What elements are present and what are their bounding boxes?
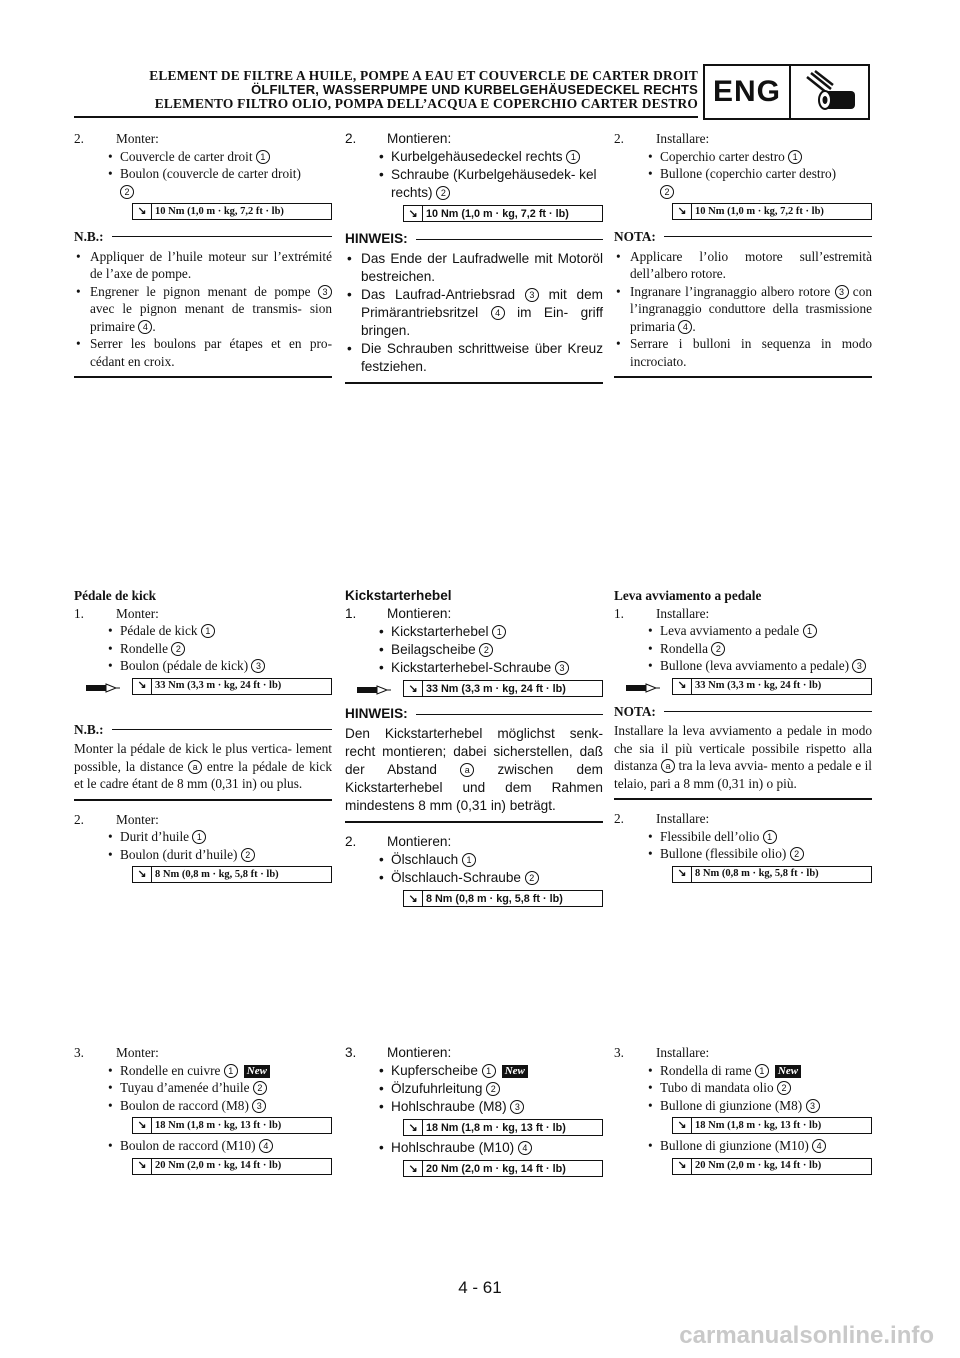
part-item: Couvercle de carter droit <box>120 148 253 164</box>
it-step3-block: 3. Installare: • Rondella di rame 1 New • Tubo di mandata olio 2 • Bullone di giunzione (M8) 3 ↘ 18 Nm (1,8 m · kg, 13 ft · lb) • Bullone di giunzione (M10) 4 ↘ 20 Nm (2,0 m · kg, 14 ft · lb) <box>614 1044 872 1178</box>
header-rule <box>74 116 698 118</box>
callout-mark: 4 <box>812 1139 826 1153</box>
part-item: Leva avviamento a pedale <box>660 623 800 638</box>
part-item: Hohlschraube (M10) <box>391 1140 515 1155</box>
part-item: Bullone di giunzione (M8) <box>660 1097 803 1113</box>
part-item: Flessibile dell’olio <box>660 828 760 844</box>
part-item: Kurbelgehäusedeckel rechts <box>391 149 563 164</box>
torque-spec <box>132 203 332 220</box>
step-verb: Montieren: <box>387 131 452 146</box>
torque-value: 20 Nm (2,0 m · kg, 14 ft · lb) <box>155 1160 282 1172</box>
step-number: 2. <box>614 811 624 826</box>
step-verb: Monter: <box>116 605 159 621</box>
torque-wrench-icon: ↘ <box>404 206 423 221</box>
note-heading: HINWEIS: <box>345 230 603 248</box>
new-part-badge: New <box>502 1065 528 1078</box>
note-body: • Das Ende der Laufradwelle mit Motoröl bestreichen. • Das Laufrad-Antriebsrad 3 mit dem Primärantriebsritzel 4 im Ein- griff bringen. • Die Schrauben schrittweise über Kreuz festziehen. <box>345 250 603 384</box>
torque-wrench-icon: ↘ <box>133 1118 152 1133</box>
torque-wrench-icon: ↘ <box>404 681 423 696</box>
header-title-de: ÖLFILTER, WASSERPUMPE UND KURBELGEHÄUSEDECKEL RECHTS <box>251 82 698 97</box>
torque-spec <box>403 1160 603 1177</box>
step-verb: Montieren: <box>387 1045 452 1060</box>
torque-wrench-icon: ↘ <box>133 204 152 219</box>
part-item: Boulon (pédale de kick) <box>120 658 249 673</box>
part-item: Durit d’huile <box>120 829 190 844</box>
torque-spec <box>672 1158 872 1175</box>
torque-wrench-icon: ↘ <box>673 1118 692 1133</box>
callout-mark: 1 <box>803 624 817 638</box>
section-title: Kickstarterhebel <box>345 588 452 603</box>
callout-mark: 2 <box>660 185 674 199</box>
note-body: Den Kickstarterhebel möglichst senk- recht montieren; dabei sicherstellen, daß der Abstand a zwischen dem Kickstarterhebel und dem Rahmen mindestens 8 mm (0,31 in) beträgt. <box>345 725 603 823</box>
step-number: 2. <box>345 131 357 146</box>
fr-kick-block: Pédale de kick 1. Monter: • Pédale de kick 1 • Rondelle 2 • Boulon (pédale de kick) 3 ↘ 33 Nm (3,3 m · kg, 24 ft · lb) N.B.: Monter la pédale de kick le plus vertica- lement possible, la distance a entre la pédale de kick et le cadre étant de 8 mm (0,31 in) ou plus. 2. Monter: • Durit d’huile 1 • Boulon (durit d’huile) 2 ↘ 8 Nm (0,8 m · kg, 5,8 ft · lb) <box>74 587 332 886</box>
callout-mark: 2 <box>486 1082 500 1096</box>
torque-value: 10 Nm (1,0 m · kg, 7,2 ft · lb) <box>155 205 284 217</box>
torque-wrench-icon: ↘ <box>673 679 692 694</box>
step-verb: Monter: <box>116 811 159 827</box>
step-number: 2. <box>74 811 84 827</box>
torque-wrench-icon: ↘ <box>404 1161 423 1176</box>
callout-mark: 4 <box>259 1139 273 1153</box>
part-item: Kickstarterhebel <box>391 624 489 639</box>
page-number: 4 - 61 <box>458 1278 502 1297</box>
callout-mark: 2 <box>790 847 804 861</box>
part-item: Bullone (leva avviamento a pedale) <box>660 658 850 673</box>
de-step3-block: 3. Montieren: • Kupferscheibe 1 New • Ölzufuhrleitung 2 • Hohlschraube (M8) 3 ↘ 18 Nm (1,8 m · kg, 13 ft · lb) • Hohlschraube (M10) 4 ↘ 20 Nm (2,0 m · kg, 14 ft · lb) <box>345 1044 603 1180</box>
torque-wrench-icon: ↘ <box>673 204 692 219</box>
it-kick-block: Leva avviamento a pedale 1. Installare: • Leva avviamento a pedale 1 • Rondella 2 • Bullone (leva avviamento a pedale) 3 ↘ 33 Nm (3,3 m · kg, 24 ft · lb) NOTA: Installare la leva avviamento a pedale in modo che sia il più verticale possibile rispetto alla distanza a tra la leva avvia- mento a pedale e il telaio, pari a 8 mm (0,31 in) o più. 2. Installare: • Flessibile dell’olio 1 • Bullone (flessibile olio) 2 ↘ 8 Nm (0,8 m · kg, 5,8 ft · lb) <box>614 587 872 886</box>
step-number: 2. <box>614 131 624 146</box>
torque-value: 18 Nm (1,8 m · kg, 13 ft · lb) <box>155 1119 282 1131</box>
callout-mark: 3 <box>852 659 866 673</box>
lock-tite-icon <box>357 683 391 701</box>
it-step2-block: 2. Installare: • Coperchio carter destro 1 • Bullone (coperchio carter destro) 2 ↘ 10 Nm (1,0 m · kg, 7,2 ft · lb) NOTA: • Applicare l’olio motore sull’estremità dell’albero rotore. • Ingranare l’ingranaggio albero rotore 3 con l’ingranaggio conduttore della trasmissione primaria 4 . • Serrare i bulloni in sequenza in modo incrociato. <box>614 130 872 378</box>
step-verb: Montieren: <box>387 606 452 621</box>
torque-spec <box>672 678 872 695</box>
callout-mark: 1 <box>462 853 476 867</box>
note-body: • Applicare l’olio motore sull’estremità dell’albero rotore. • Ingranare l’ingranaggio albero rotore 3 con l’ingranaggio conduttore della trasmissione primaria 4 . • Serrare i bulloni in sequenza in modo incrociato. <box>614 248 872 379</box>
part-item: Rondelle <box>120 640 169 656</box>
callout-mark: 3 <box>510 1100 524 1114</box>
callout-mark: 1 <box>224 1064 238 1078</box>
torque-wrench-icon: ↘ <box>133 1159 152 1174</box>
callout-mark: 2 <box>479 643 493 657</box>
part-item: Pédale de kick <box>120 623 198 638</box>
part-item: Rondella <box>660 640 709 656</box>
step-number: 1. <box>74 605 84 621</box>
step-verb: Installare: <box>656 131 710 146</box>
torque-value: 18 Nm (1,8 m · kg, 13 ft · lb) <box>426 1121 566 1134</box>
lock-tite-icon <box>626 681 660 699</box>
callout-mark: 1 <box>492 625 506 639</box>
step-verb: Installare: <box>656 605 710 621</box>
new-part-badge: New <box>244 1065 270 1078</box>
torque-spec <box>132 866 332 883</box>
torque-spec <box>672 866 872 883</box>
callout-mark: 3 <box>806 1099 820 1113</box>
part-item: Ölschlauch-Schraube <box>391 870 521 885</box>
fr-step2-block: 2. Monter: • Couvercle de carter droit 1 • Boulon (couvercle de carter droit) 2 ↘ 10 Nm (1,0 m · kg, 7,2 ft · lb) N.B.: • Appliquer de l’huile moteur sur l’extrémité de l’axe de pompe. • Engrener le pignon menant de pompe 3 avec le pignon menant de transmis- sion primaire 4 . • Serrer les boulons par étapes et en pro- cédant en croix. <box>74 130 332 378</box>
step-verb: Monter: <box>116 1045 159 1060</box>
torque-value: 33 Nm (3,3 m · kg, 24 ft · lb) <box>426 682 566 695</box>
callout-mark: 3 <box>252 1099 266 1113</box>
part-item: Rondella di rame <box>660 1062 752 1078</box>
torque-value: 20 Nm (2,0 m · kg, 14 ft · lb) <box>695 1160 822 1172</box>
callout-mark: 1 <box>482 1064 496 1078</box>
part-item: Beilagscheibe <box>391 642 476 657</box>
torque-spec <box>403 890 603 907</box>
callout-mark: 1 <box>566 150 580 164</box>
part-item: Kickstarterhebel-Schraube <box>391 660 552 675</box>
step-number: 1. <box>345 606 357 621</box>
part-item: Boulon de raccord (M10) <box>120 1138 256 1153</box>
callout-mark: 2 <box>120 185 134 199</box>
torque-spec <box>672 203 872 220</box>
torque-wrench-icon: ↘ <box>133 867 152 882</box>
part-item: Bullone di giunzione (M10) <box>660 1138 809 1153</box>
torque-value: 8 Nm (0,8 m · kg, 5,8 ft · lb) <box>426 892 563 905</box>
step-verb: Monter: <box>116 131 159 146</box>
torque-spec <box>403 205 603 222</box>
callout-mark: 2 <box>711 642 725 656</box>
torque-spec <box>403 1119 603 1136</box>
callout-mark: 2 <box>525 871 539 885</box>
part-item: Tuyau d’amenée d’huile <box>120 1080 250 1095</box>
part-item: Kupferscheibe <box>391 1063 478 1078</box>
torque-value: 33 Nm (3,3 m · kg, 24 ft · lb) <box>155 680 282 692</box>
part-item: Boulon de raccord (M8) <box>120 1097 249 1113</box>
callout-mark: 1 <box>755 1064 769 1078</box>
fr-step3-block: 3. Monter: • Rondelle en cuivre 1 New • Tuyau d’amenée d’huile 2 • Boulon de raccord (M8) 3 ↘ 18 Nm (1,8 m · kg, 13 ft · lb) • Boulon de raccord (M10) 4 ↘ 20 Nm (2,0 m · kg, 14 ft · lb) <box>74 1044 332 1178</box>
step-number: 3. <box>614 1045 624 1060</box>
callout-mark: 3 <box>251 659 265 673</box>
part-item: Bullone (flessibile olio) <box>660 846 787 861</box>
section-label: ENG <box>705 66 791 118</box>
torque-value: 10 Nm (1,0 m · kg, 7,2 ft · lb) <box>695 205 824 217</box>
torque-spec <box>132 1117 332 1134</box>
part-item: Boulon (couvercle de carter droit) <box>120 166 301 181</box>
callout-mark: 1 <box>201 624 215 638</box>
callout-mark: 1 <box>763 830 777 844</box>
step-verb: Installare: <box>656 1045 710 1060</box>
torque-value: 20 Nm (2,0 m · kg, 14 ft · lb) <box>426 1162 566 1175</box>
step-number: 2. <box>74 131 84 146</box>
step-verb: Montieren: <box>387 834 452 849</box>
part-item: Schraube (Kurbelgehäusedek- kel rechts) <box>391 167 597 200</box>
section-title: Pédale de kick <box>74 588 156 603</box>
section-tab <box>703 64 870 120</box>
part-item: Hohlschraube (M8) <box>391 1099 507 1114</box>
torque-spec <box>403 680 603 697</box>
torque-spec <box>132 678 332 695</box>
callout-mark: 1 <box>256 150 270 164</box>
torque-value: 8 Nm (0,8 m · kg, 5,8 ft · lb) <box>695 868 819 880</box>
callout-mark: 3 <box>555 661 569 675</box>
new-part-badge: New <box>775 1065 801 1078</box>
lock-tite-icon <box>86 681 120 699</box>
engine-parts-icon <box>791 66 868 118</box>
callout-mark: 1 <box>192 830 206 844</box>
callout-mark: 2 <box>777 1081 791 1095</box>
note-body: Installare la leva avviamento a pedale in modo che sia il più verticale possibile rispetto alla distanza a tra la leva avvia- mento a pedale e il telaio, pari a 8 mm (0,31 in) o più. <box>614 722 872 800</box>
torque-wrench-icon: ↘ <box>404 1120 423 1135</box>
torque-spec <box>672 1117 872 1134</box>
note-heading: HINWEIS: <box>345 705 603 723</box>
torque-value: 10 Nm (1,0 m · kg, 7,2 ft · lb) <box>426 207 569 220</box>
torque-wrench-icon: ↘ <box>673 867 692 882</box>
step-number: 2. <box>345 834 357 849</box>
part-item: Rondelle en cuivre <box>120 1062 221 1078</box>
callout-mark: 2 <box>241 848 255 862</box>
torque-wrench-icon: ↘ <box>133 679 152 694</box>
note-heading: NOTA: <box>614 228 872 246</box>
part-item: Coperchio carter destro <box>660 148 785 164</box>
step-number: 3. <box>74 1045 84 1060</box>
de-kick-block: Kickstarterhebel 1. Montieren: • Kickstarterhebel 1 • Beilagscheibe 2 • Kickstarterhebel-Schraube 3 ↘ 33 Nm (3,3 m · kg, 24 ft · lb) HINWEIS: Den Kickstarterhebel möglichst senk- recht montieren; dabei sicherstellen, daß der Abstand a zwischen dem Kickstarterhebel und dem Rahmen mindestens 8 mm (0,31 in) beträgt. 2. Montieren: • Ölschlauch 1 • Ölschlauch-Schraube 2 ↘ 8 Nm (0,8 m · kg, 5,8 ft · lb) <box>345 587 603 910</box>
callout-mark: 2 <box>171 642 185 656</box>
callout-mark: 2 <box>253 1081 267 1095</box>
section-title: Leva avviamento a pedale <box>614 588 762 603</box>
de-step2-block: 2. Montieren: • Kurbelgehäusedeckel rechts 1 • Schraube (Kurbelgehäusedek- kel rechts) 2 ↘ 10 Nm (1,0 m · kg, 7,2 ft · lb) HINWEIS: • Das Ende der Laufradwelle mit Motoröl bestreichen. • Das Laufrad-Antriebsrad 3 mit dem Primärantriebsritzel 4 im Ein- griff bringen. • Die Schrauben schrittweise über Kreuz festziehen. <box>345 130 603 384</box>
callout-mark: 1 <box>788 150 802 164</box>
part-item: Bullone (coperchio carter destro) <box>660 166 837 181</box>
torque-value: 33 Nm (3,3 m · kg, 24 ft · lb) <box>695 680 822 692</box>
torque-spec <box>132 1158 332 1175</box>
note-heading: N.B.: <box>74 721 332 739</box>
callout-mark: 4 <box>518 1141 532 1155</box>
note-heading: NOTA: <box>614 703 872 721</box>
part-item: Ölzufuhrleitung <box>391 1081 483 1096</box>
torque-value: 18 Nm (1,8 m · kg, 13 ft · lb) <box>695 1119 822 1131</box>
part-item: Tubo di mandata olio <box>660 1080 774 1095</box>
note-heading: N.B.: <box>74 228 332 246</box>
header-title-it: ELEMENTO FILTRO OLIO, POMPA DELL’ACQUA E COPERCHIO CARTER DESTRO <box>154 96 698 111</box>
note-body: • Appliquer de l’huile moteur sur l’extrémité de l’axe de pompe. • Engrener le pignon menant de pompe 3 avec le pignon menant de transmis- sion primaire 4 . • Serrer les boulons par étapes et en pro- cédant en croix. <box>74 248 332 379</box>
page-header <box>0 60 960 120</box>
part-item: Ölschlauch <box>391 852 459 867</box>
torque-wrench-icon: ↘ <box>673 1159 692 1174</box>
note-body: Monter la pédale de kick le plus vertica- lement possible, la distance a entre la pédale de kick et le cadre étant de 8 mm (0,31 in) ou plus. <box>74 740 332 801</box>
callout-mark: 2 <box>436 186 450 200</box>
watermark-logo: carmanualsonline.info <box>679 1322 934 1349</box>
header-title-fr: ELEMENT DE FILTRE A HUILE, POMPE A EAU ET COUVERCLE DE CARTER DROIT <box>149 68 698 83</box>
step-number: 3. <box>345 1045 357 1060</box>
torque-value: 8 Nm (0,8 m · kg, 5,8 ft · lb) <box>155 868 279 880</box>
part-item: Boulon (durit d’huile) <box>120 846 238 862</box>
step-number: 1. <box>614 605 624 621</box>
step-verb: Installare: <box>656 811 710 826</box>
torque-wrench-icon: ↘ <box>404 891 423 906</box>
